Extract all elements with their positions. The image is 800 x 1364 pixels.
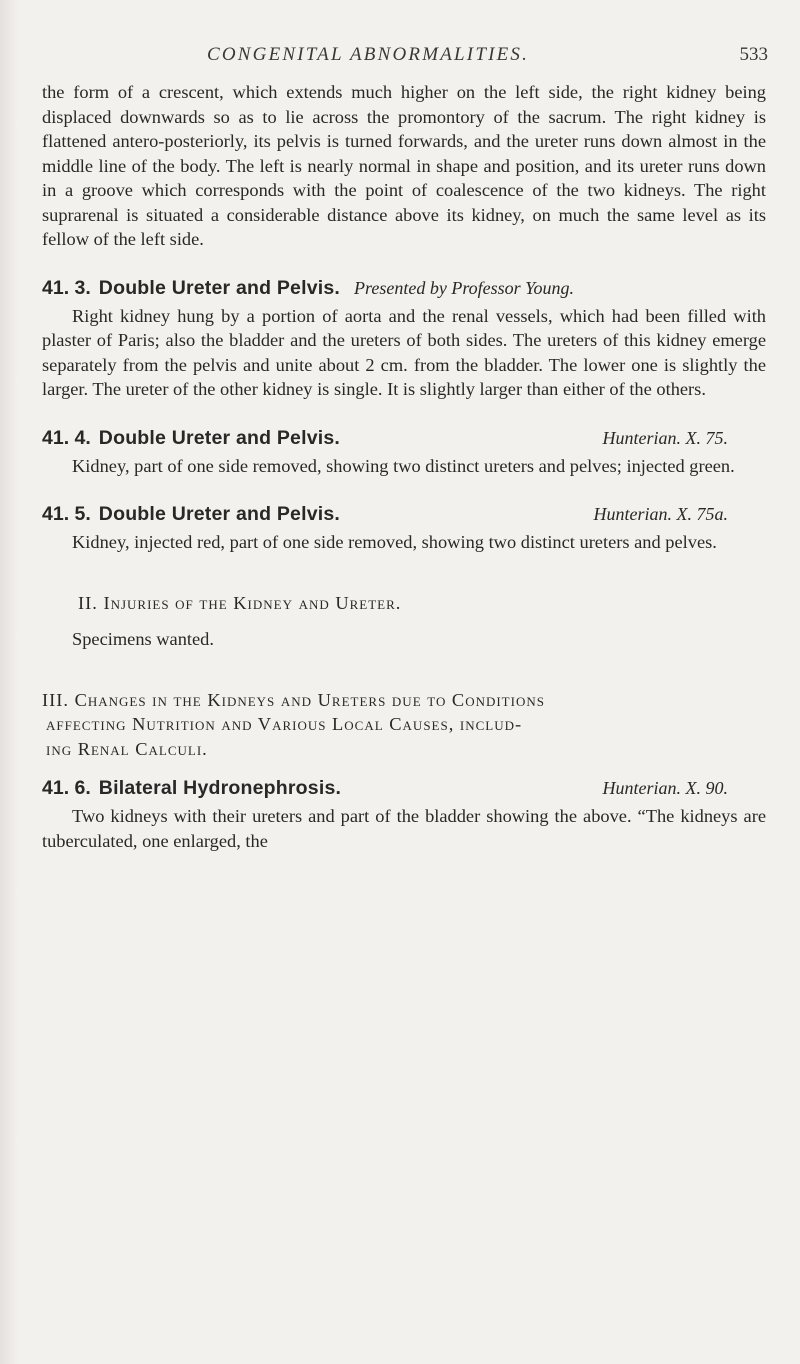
running-title: CONGENITAL ABNORMALITIES. xyxy=(207,44,530,65)
entry-source: Hunterian. X. 75. xyxy=(602,427,728,448)
section-iii-heading xyxy=(42,688,766,762)
page-number: 533 xyxy=(739,44,768,65)
section-iii-heading-line-1: III. Changes in the Kidneys and Ureters due to Conditions xyxy=(42,689,545,710)
section-iii-heading-line-3: ing Renal Calculi. xyxy=(46,738,208,759)
entry-description: Kidney, part of one side removed, showing two distinct ureters and pelves; injected green. xyxy=(72,455,735,476)
section-iii-heading-line-2: affecting Nutrition and Various Local Causes, includ- xyxy=(46,714,523,734)
entry-heading xyxy=(42,503,766,526)
entry-source: Hunterian. X. 90. xyxy=(602,778,728,798)
specimen-entry-41-3 xyxy=(42,277,766,402)
entry-number: 41. 6. xyxy=(42,777,91,799)
entry-title: Bilateral Hydronephrosis. xyxy=(98,777,342,799)
entry-title: Double Ureter and Pelvis. xyxy=(98,426,341,449)
page-gutter xyxy=(0,0,18,1364)
specimen-entry-41-4 xyxy=(42,427,766,479)
entry-title: Double Ureter and Pelvis. xyxy=(98,276,341,299)
entry-number: 41. 5. xyxy=(42,503,91,525)
entry-number: 41. 4. xyxy=(42,426,91,449)
entry-heading xyxy=(42,427,766,450)
intro-paragraph: the form of a crescent, which extends much higher on the left side, the right kidney being displaced downwards so as to lie across the promontory of the sacrum. The right kidney is flattened antero-posteriorly, its pelvis is turned forwards, and the ureter runs down almost in the middle line of the body. The left is nearly normal in shape and position, and its ureter runs down in a groove which corresponds with the point of coalescence of the two kidneys. The right suprarenal is situated a considerable distance above its kidney, on much the same level as its fellow of the left side. xyxy=(42,82,766,249)
entry-number: 41. 3. xyxy=(42,276,91,299)
specimen-entry-41-6 xyxy=(42,777,766,853)
entry-title: Double Ureter and Pelvis. xyxy=(98,503,341,525)
entry-heading xyxy=(42,277,766,300)
entry-description: Two kidneys with their ureters and part of the bladder showing the above. “The kidneys are tuberculated, one enlarged, the xyxy=(42,806,766,851)
book-page xyxy=(42,34,766,853)
section-ii-heading: II. Injuries of the Kidney and Ureter. xyxy=(78,592,402,613)
entry-source: Hunterian. X. 75a. xyxy=(593,504,728,524)
section-ii-note: Specimens wanted. xyxy=(72,629,214,649)
entry-description: Right kidney hung by a portion of aorta and the renal vessels, which had been filled with plaster of Paris; also the bladder and the ureters of both sides. The ureters of this kidney emerge separately from the pelvis and unite about 2 cm. from the bladder. The lower one is slightly the larger. The ureter of the other kidney is single. It is slightly larger than either of the others. xyxy=(42,305,766,399)
entry-heading xyxy=(42,777,766,800)
running-head xyxy=(42,34,766,74)
entry-description: Kidney, injected red, part of one side removed, showing two distinct ureters and pelves. xyxy=(72,532,717,552)
entry-source: Presented by Professor Young. xyxy=(354,277,575,298)
specimen-entry-41-5 xyxy=(42,503,766,555)
